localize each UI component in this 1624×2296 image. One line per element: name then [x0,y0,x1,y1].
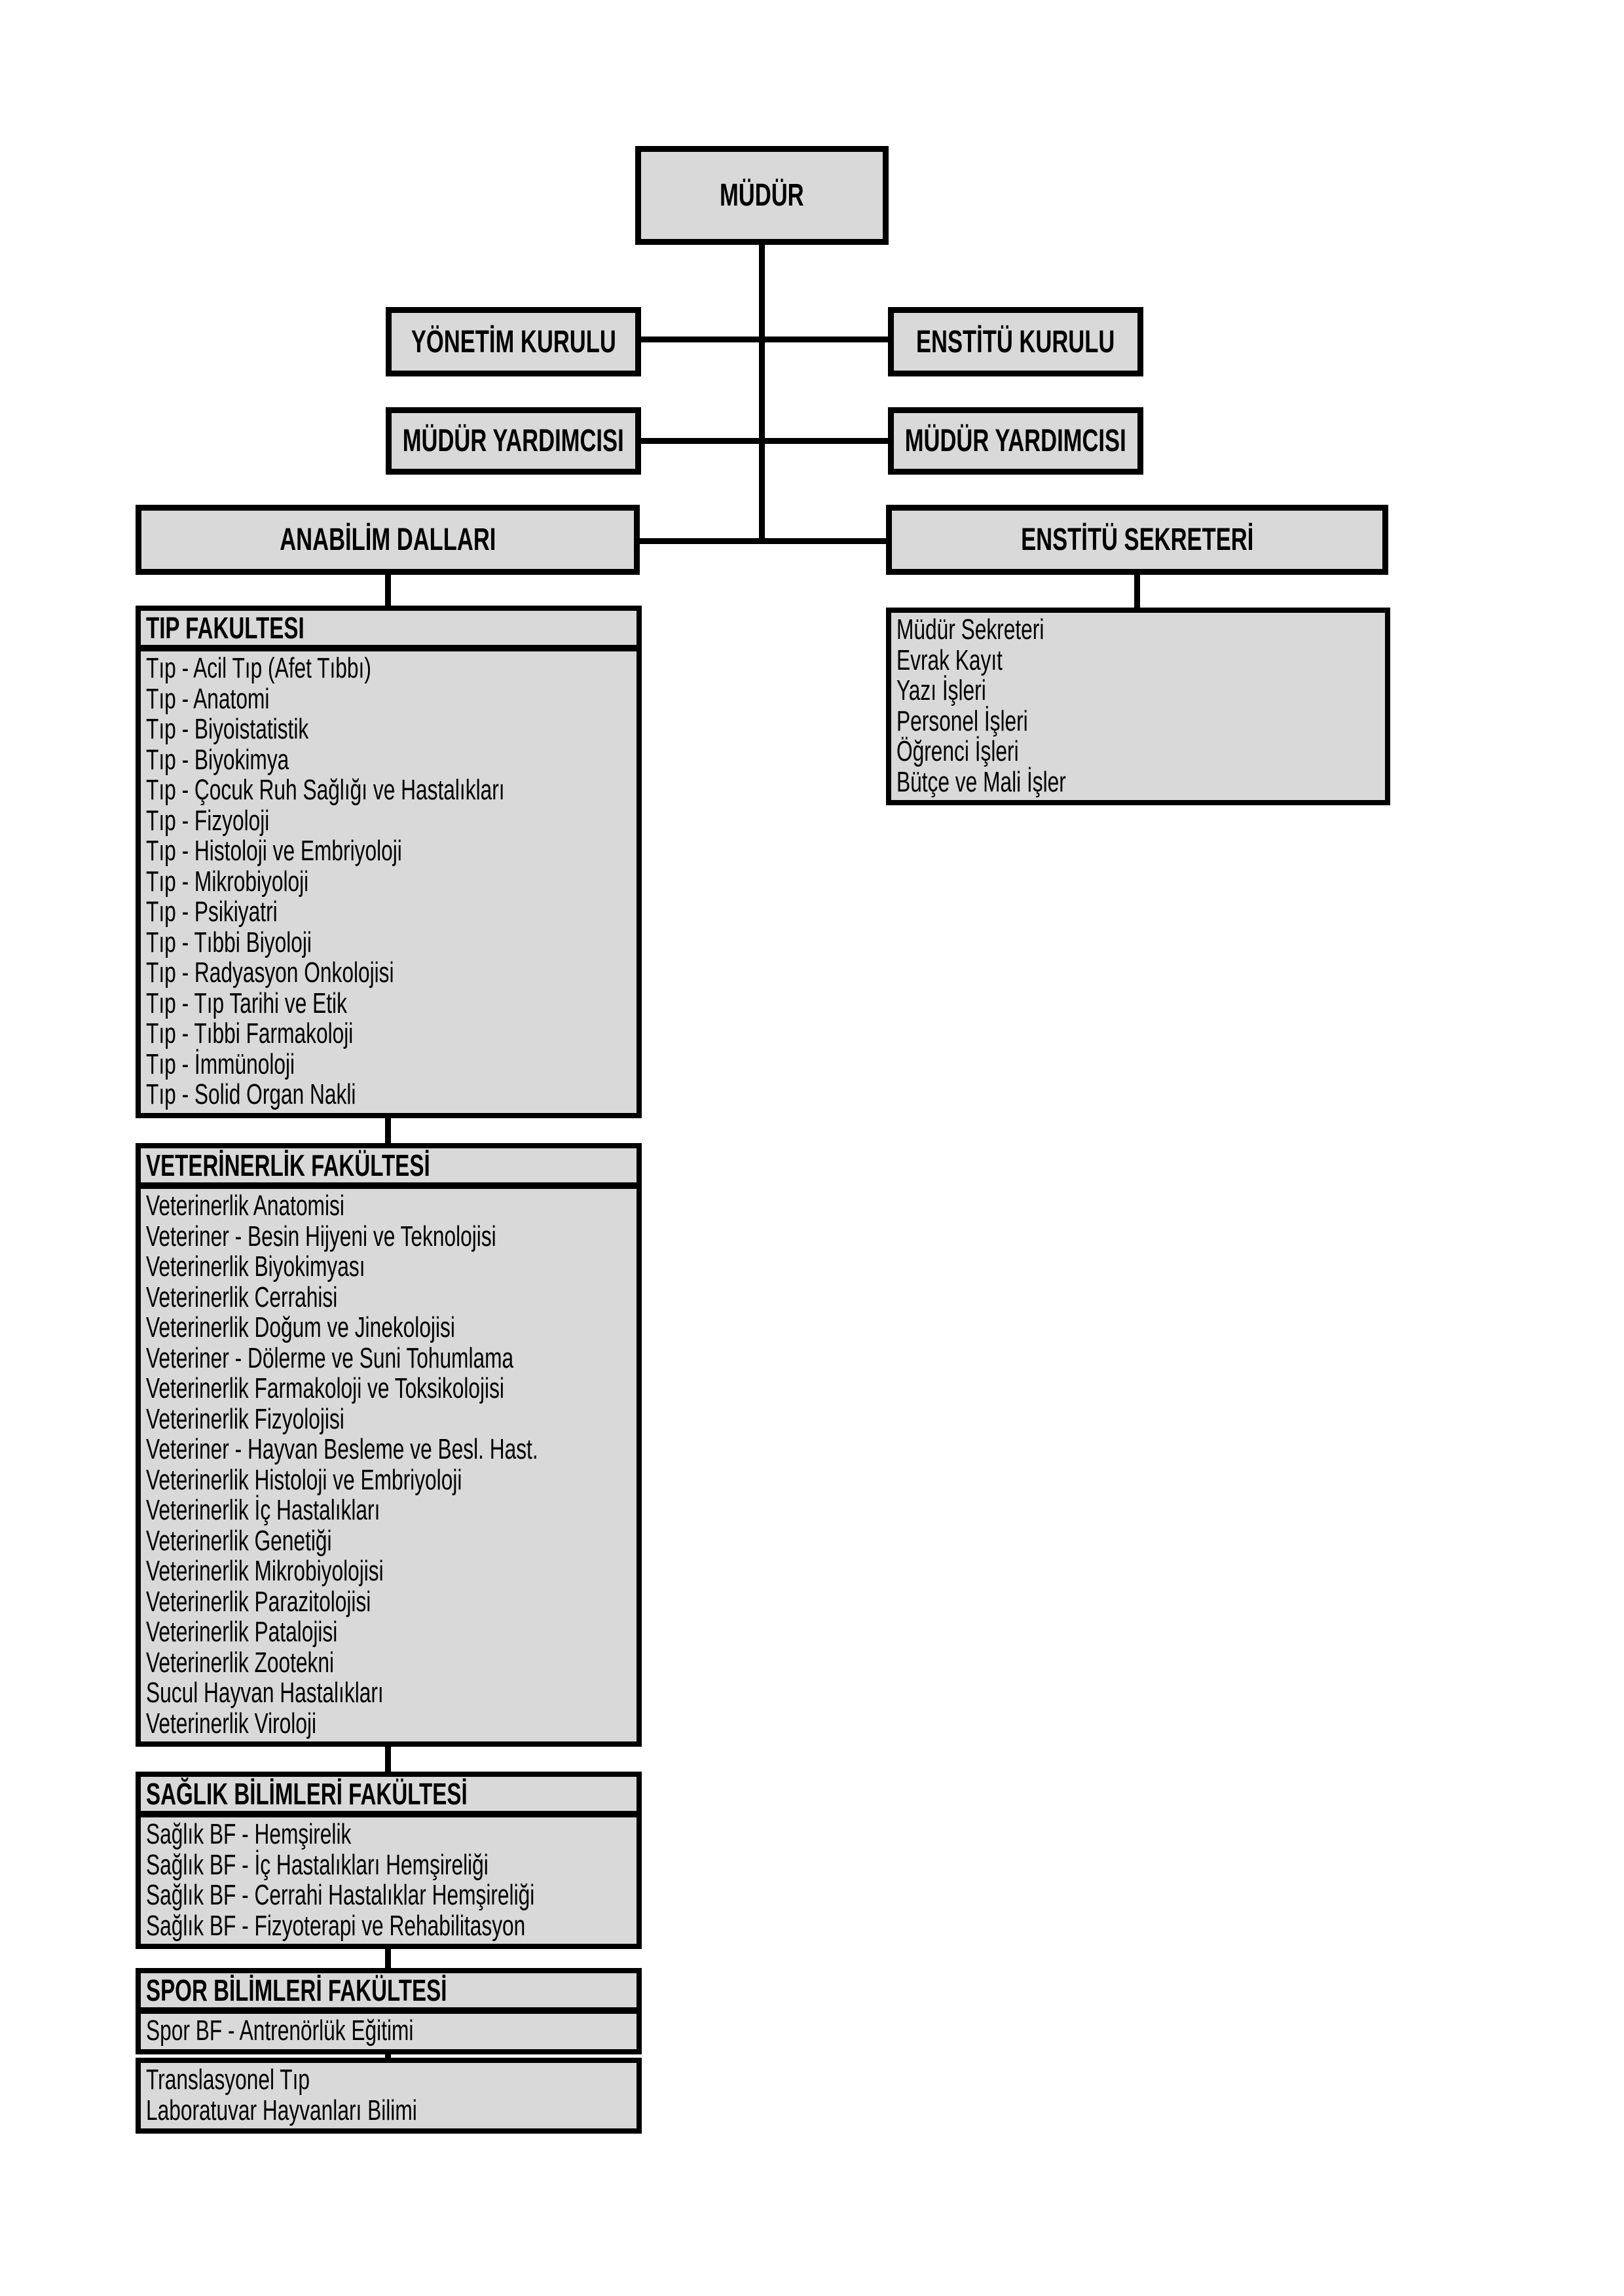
list-item [146,653,637,684]
list-item-label: Veterinerlik Viroloji [146,1707,317,1740]
list-item-label: Veterinerlik Patalojisi [146,1616,338,1648]
list-item [146,1343,637,1374]
list-item-label: Veterinerlik Zootekni [146,1646,335,1679]
box-anabilim-dallari-label: ANABİLİM DALLARI [279,522,496,557]
list-item [146,2096,637,2126]
list-item [146,1222,637,1252]
list-item-label: Tıp - Tıbbi Farmakoloji [146,1017,354,1049]
list-item [146,928,637,958]
box-enstitu-sekreteri [886,505,1388,575]
list-item-label: Evrak Kayıt [896,644,1003,676]
list-item [146,1911,637,1942]
list-item-label: Veterinerlik İç Hastalıkları [146,1494,380,1526]
list-item-label: Sağlık BF - Cerrahi Hastalıklar Hemşireliği [146,1879,535,1911]
list-item-label: Müdür Sekreteri [896,613,1044,646]
list-item-label: Veterinerlik Cerrahisi [146,1281,338,1313]
list-item [146,1049,637,1080]
section-veterinerlik-fakultesi-header [141,1148,637,1189]
list-item [146,836,637,867]
section-tip-fakultesi-header-label: TIP FAKULTESI [146,611,304,645]
section-veterinerlik-fakultesi [136,1143,642,1747]
list-item [146,1850,637,1881]
connector-anabilim-horizontal [640,538,886,544]
list-item [146,1819,637,1850]
section-saglik-bilimleri-fakultesi-list [141,1817,637,1944]
box-yonetim-kurulu-label: YÖNETİM KURULU [411,324,616,359]
list-item-label: Translasyonel Tıp [146,2064,310,2096]
list-item-label: Veterinerlik Farmakoloji ve Toksikolojisi [146,1372,504,1404]
list-item-label: Yazı İşleri [896,674,986,706]
list-item [146,1617,637,1648]
box-enstitu-kurulu-label: ENSTİTÜ KURULU [916,324,1115,359]
list-item [146,2016,637,2047]
list-item [896,767,1385,798]
box-enstitu-sekreteri-label: ENSTİTÜ SEKRETERİ [1020,522,1254,557]
list-item [146,867,637,898]
list-item [146,1252,637,1283]
list-item [146,1313,637,1343]
list-item [146,1374,637,1404]
list-item [146,775,637,806]
section-spor-bilimleri-fakultesi-list [141,2014,637,2049]
list-item-label: Veterinerlik Fizyolojisi [146,1402,344,1435]
section-tip-fakultesi-header [141,611,637,651]
list-item [146,806,637,837]
list-item-label: Veterinerlik Biyokimyası [146,1250,365,1283]
list-item-label: Tıp - Tıbbi Biyoloji [146,926,312,958]
section-spor-bilimleri-fakultesi [136,1968,642,2054]
list-item [146,1080,637,1110]
list-item [146,1556,637,1587]
connector-yardimci-horizontal [641,438,888,444]
connector-anabilim-to-tip [385,575,391,608]
list-item [146,1283,637,1313]
list-item [146,1434,637,1465]
list-item-label: Veterinerlik Parazitolojisi [146,1585,371,1618]
list-item [146,714,637,745]
list-item-label: Tıp - Radyasyon Onkolojisi [146,957,394,989]
box-mudur [635,146,889,245]
list-item [146,1709,637,1740]
list-item-label: Tıp - Psikiyatri [146,896,278,928]
list-item-label: Tıp - Histoloji ve Embriyoloji [146,835,402,867]
section-saglik-bilimleri-fakultesi-header [141,1777,637,1817]
section-veterinerlik-fakultesi-header-label: VETERİNERLİK FAKÜLTESİ [146,1148,430,1182]
list-item-label: Tıp - Biyoistatistik [146,713,309,745]
list-item [146,1019,637,1049]
box-mudur-yardimcisi-right-label: MÜDÜR YARDIMCISI [905,424,1126,458]
list-item [146,1404,637,1435]
list-item-label: Veteriner - Dölerme ve Suni Tohumlama [146,1341,514,1374]
section-diger-dallar-list [141,2063,637,2128]
list-item [146,1678,637,1709]
list-item-label: Öğrenci İşleri [896,735,1019,767]
list-item [146,745,637,776]
box-mudur-yardimcisi-left-label: MÜDÜR YARDIMCISI [403,424,624,458]
connector-mudur-vertical [759,245,765,541]
list-item-label: Laboratuvar Hayvanları Bilimi [146,2094,417,2126]
list-item [146,1495,637,1526]
list-item [146,2065,637,2096]
section-sekreterlik-birimleri-list [891,613,1385,800]
section-veterinerlik-fakultesi-list [141,1189,637,1741]
list-item-label: Sucul Hayvan Hastalıkları [146,1677,384,1709]
list-item [146,897,637,928]
box-mudur-yardimcisi-left [386,407,641,475]
list-item [146,1526,637,1557]
box-enstitu-kurulu [888,307,1143,376]
list-item [146,684,637,715]
list-item [896,737,1385,767]
list-item-label: Tıp - Solid Organ Nakli [146,1078,356,1110]
list-item-label: Veteriner - Hayvan Besleme ve Besl. Hast. [146,1433,538,1465]
list-item-label: Veterinerlik Doğum ve Jinekolojisi [146,1311,455,1343]
list-item [146,1880,637,1911]
section-tip-fakultesi [136,606,642,1118]
section-spor-bilimleri-fakultesi-header-label: SPOR BİLİMLERİ FAKÜLTESİ [146,1973,447,2007]
list-item [146,1648,637,1679]
section-tip-fakultesi-list [141,651,637,1113]
list-item [896,676,1385,706]
list-item [146,1587,637,1618]
list-item-label: Sağlık BF - Hemşirelik [146,1818,352,1850]
list-item-label: Spor BF - Antrenörlük Eğitimi [146,2014,414,2047]
section-sekreterlik-birimleri [886,608,1390,805]
list-item-label: Tıp - Fizyoloji [146,804,270,837]
connector-sekreteri-to-list [1134,575,1140,609]
list-item [896,615,1385,646]
list-item-label: Tıp - Mikrobiyoloji [146,865,309,898]
list-item-label: Bütçe ve Mali İşler [896,765,1066,798]
box-mudur-yardimcisi-right [888,407,1143,475]
list-item [146,1191,637,1222]
list-item-label: Personel İşleri [896,704,1028,737]
list-item-label: Tıp - Acil Tıp (Afet Tıbbı) [146,652,371,684]
section-diger-dallar [136,2058,642,2134]
list-item-label: Tıp - Anatomi [146,682,270,715]
list-item [146,989,637,1019]
list-item-label: Tıp - İmmünoloji [146,1048,295,1080]
list-item [146,958,637,989]
list-item-label: Veterinerlik Mikrobiyolojisi [146,1555,384,1587]
list-item-label: Tıp - Biyokimya [146,743,289,776]
list-item-label: Tıp - Tıp Tarihi ve Etik [146,987,347,1019]
list-item-label: Veterinerlik Genetiği [146,1524,332,1557]
list-item-label: Veteriner - Besin Hijyeni ve Teknolojisi [146,1220,496,1252]
box-yonetim-kurulu [386,307,641,376]
box-mudur-label: MÜDÜR [720,178,804,213]
section-spor-bilimleri-fakultesi-header [141,1973,637,2014]
section-saglik-bilimleri-fakultesi [136,1772,642,1949]
list-item-label: Sağlık BF - İç Hastalıkları Hemşireliği [146,1848,489,1881]
list-item-label: Veterinerlik Histoloji ve Embriyoloji [146,1463,462,1496]
list-item [146,1465,637,1496]
box-anabilim-dallari [136,505,640,575]
list-item-label: Sağlık BF - Fizyoterapi ve Rehabilitasyon [146,1909,526,1942]
list-item [896,646,1385,676]
list-item [896,706,1385,737]
connector-kurulu-horizontal [641,337,888,342]
list-item-label: Tıp - Çocuk Ruh Sağlığı ve Hastalıkları [146,774,505,806]
list-item-label: Veterinerlik Anatomisi [146,1190,344,1222]
section-saglik-bilimleri-fakultesi-header-label: SAĞLIK BİLİMLERİ FAKÜLTESİ [146,1777,468,1811]
